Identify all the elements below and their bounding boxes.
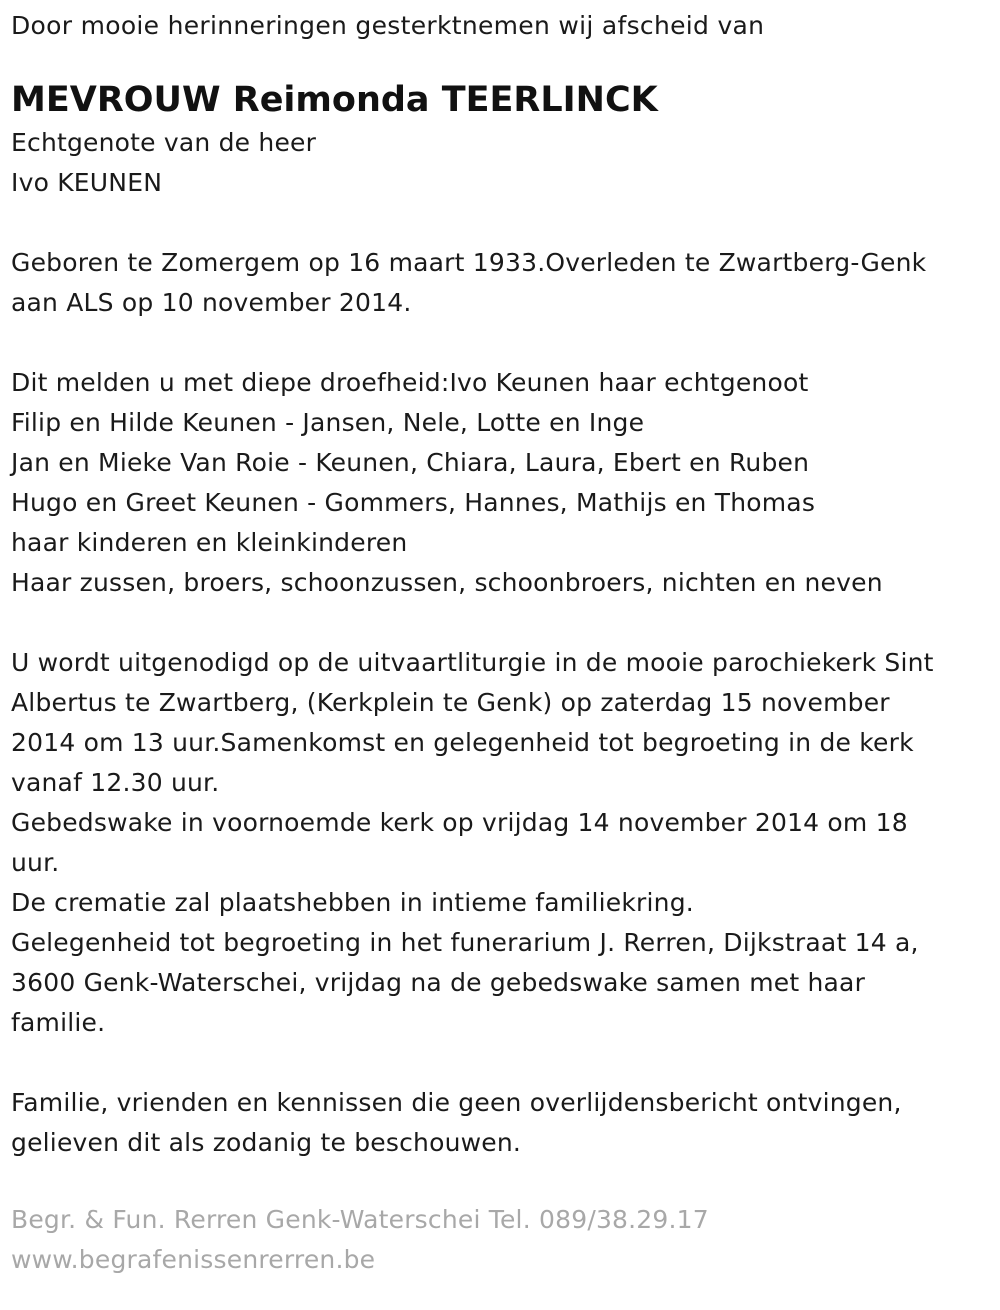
closing-line: gelieven dit als zodanig te beschouwen. bbox=[11, 1128, 522, 1157]
family-line: Hugo en Greet Keunen - Gommers, Hannes, Mathijs en Thomas bbox=[11, 488, 816, 517]
family-line: Haar zussen, broers, schoonzussen, schoonbroers, nichten en neven bbox=[11, 568, 883, 597]
birth-death-line: Geboren te Zomergem op 16 maart 1933.Overleden te Zwartberg-Genk bbox=[11, 248, 927, 277]
spouse-block bbox=[11, 123, 996, 203]
ceremony-line: 2014 om 13 uur.Samenkomst en gelegenheid tot begroeting in de kerk bbox=[11, 728, 914, 757]
ceremony-line: U wordt uitgenodigd op de uitvaartliturgie in de mooie parochiekerk Sint bbox=[11, 648, 934, 677]
obituary-notice bbox=[11, 6, 996, 1280]
ceremony-block bbox=[11, 643, 996, 1043]
family-line: Filip en Hilde Keunen - Jansen, Nele, Lotte en Inge bbox=[11, 408, 645, 437]
family-line: Dit melden u met diepe droefheid:Ivo Keunen haar echtgenoot bbox=[11, 368, 809, 397]
ceremony-line: 3600 Genk-Waterschei, vrijdag na de gebedswake samen met haar bbox=[11, 968, 866, 997]
ceremony-line: Albertus te Zwartberg, (Kerkplein te Genk) op zaterdag 15 november bbox=[11, 688, 890, 717]
ceremony-line: Gebedswake in voornoemde kerk op vrijdag 14 november 2014 om 18 bbox=[11, 808, 908, 837]
ceremony-line: familie. bbox=[11, 1008, 106, 1037]
family-block bbox=[11, 363, 996, 603]
funeral-home-contact: Begr. & Fun. Rerren Genk-Waterschei Tel. 089/38.29.17 bbox=[11, 1205, 709, 1234]
ceremony-line: vanaf 12.30 uur. bbox=[11, 768, 220, 797]
spouse-line: Echtgenote van de heer bbox=[11, 128, 317, 157]
deceased-name: MEVROUW Reimonda TEERLINCK bbox=[11, 80, 658, 120]
birth-death-line: aan ALS op 10 november 2014. bbox=[11, 288, 412, 317]
spouse-name: Ivo KEUNEN bbox=[11, 168, 163, 197]
closing-line: Familie, vrienden en kennissen die geen overlijdensbericht ontvingen, bbox=[11, 1088, 902, 1117]
intro-text: Door mooie herinneringen gesterktnemen wij afscheid van bbox=[11, 11, 765, 40]
birth-death-block bbox=[11, 243, 996, 323]
funeral-home-footer bbox=[11, 1200, 996, 1280]
family-line: Jan en Mieke Van Roie - Keunen, Chiara, Laura, Ebert en Ruben bbox=[11, 448, 810, 477]
ceremony-line: De crematie zal plaatshebben in intieme familiekring. bbox=[11, 888, 694, 917]
funeral-home-website: www.begrafenissenrerren.be bbox=[11, 1245, 376, 1274]
family-line: haar kinderen en kleinkinderen bbox=[11, 528, 408, 557]
ceremony-line: Gelegenheid tot begroeting in het funerarium J. Rerren, Dijkstraat 14 a, bbox=[11, 928, 919, 957]
closing-block bbox=[11, 1083, 996, 1163]
ceremony-line: uur. bbox=[11, 848, 60, 877]
